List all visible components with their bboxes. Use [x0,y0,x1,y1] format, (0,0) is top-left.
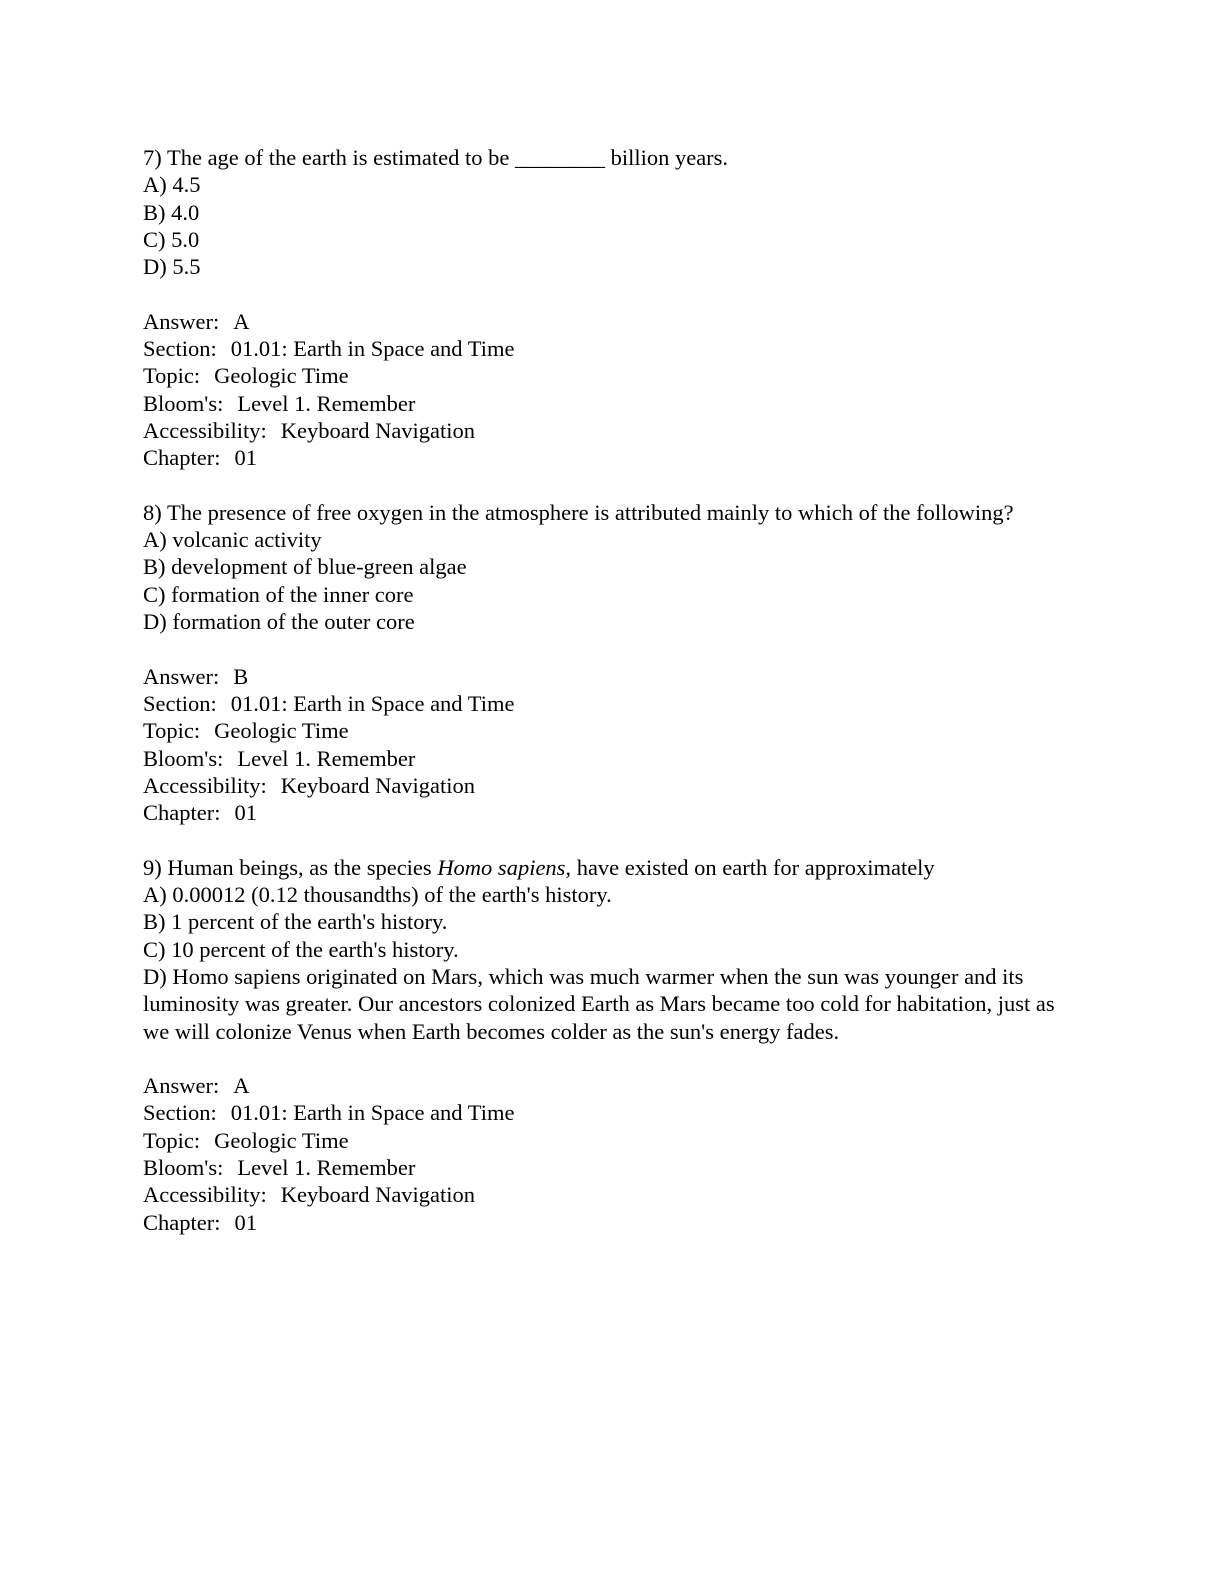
blooms-value: Level 1. Remember [237,390,416,416]
blooms-value: Level 1. Remember [237,745,416,771]
accessibility-label: Accessibility: [143,772,267,798]
blooms-label: Bloom's: [143,1154,224,1180]
section-row [143,690,1083,717]
accessibility-row [143,1181,1083,1208]
stem-text-after: have existed on earth for approximately [576,854,935,880]
accessibility-value: Keyboard Navigation [280,1182,476,1208]
section-value: 01.01: Earth in Space and Time [230,336,515,362]
question-8 [143,499,1083,827]
accessibility-value: Keyboard Navigation [280,772,476,798]
blooms-row [143,1154,1083,1181]
accessibility-value: Keyboard Navigation [280,417,476,443]
blooms-value: Level 1. Remember [237,1154,416,1180]
accessibility-row [143,772,1083,799]
answer-row [143,308,1083,335]
chapter-label: Chapter: [143,445,221,471]
section-value: 01.01: Earth in Space and Time [230,1100,515,1126]
chapter-row [143,799,1083,826]
answer-label: Answer: [143,1073,220,1099]
topic-label: Topic: [143,718,201,744]
option-c: C) 5.0 [143,226,200,252]
answer-row [143,663,1083,690]
stem-text-before: 9) Human beings, as the species [143,854,432,880]
section-label: Section: [143,690,217,716]
blooms-label: Bloom's: [143,745,224,771]
option-a: A) 0.00012 (0.12 thousandths) of the earth's history. [143,882,612,908]
question-page [143,144,1083,1236]
chapter-label: Chapter: [143,800,221,826]
blooms-label: Bloom's: [143,390,224,416]
topic-value: Geologic Time [214,1127,349,1153]
stem-species-name: Homo sapiens, [437,854,572,880]
section-row [143,1099,1083,1126]
topic-label: Topic: [143,1127,201,1153]
accessibility-label: Accessibility: [143,417,267,443]
section-value: 01.01: Earth in Space and Time [230,690,515,716]
chapter-value: 01 [234,1209,257,1235]
answer-row [143,1072,1083,1099]
topic-row [143,1127,1083,1154]
answer-value: B [233,663,249,689]
question-9 [143,854,1083,1236]
question-stem: 7) The age of the earth is estimated to be ________ billion years. [143,145,729,170]
option-d: D) 5.5 [143,254,201,280]
question-stem [143,854,1083,881]
option-b: B) development of blue-green algae [143,554,467,580]
blooms-row [143,390,1083,417]
chapter-label: Chapter: [143,1209,221,1235]
section-label: Section: [143,336,217,362]
chapter-value: 01 [234,800,257,826]
topic-value: Geologic Time [214,718,349,744]
option-c: C) 10 percent of the earth's history. [143,936,459,962]
option-d: D) formation of the outer core [143,609,415,635]
topic-row [143,717,1083,744]
blooms-row [143,745,1083,772]
section-row [143,335,1083,362]
question-stem: 8) The presence of free oxygen in the atmosphere is attributed mainly to which of the following? [143,499,1014,525]
topic-row [143,362,1083,389]
chapter-value: 01 [234,445,257,471]
accessibility-label: Accessibility: [143,1182,267,1208]
accessibility-row [143,417,1083,444]
answer-value: A [233,308,250,334]
topic-value: Geologic Time [214,363,349,389]
option-a: A) 4.5 [143,172,201,198]
option-b: B) 1 percent of the earth's history. [143,909,448,935]
option-d: D) Homo sapiens originated on Mars, which was much warmer when the sun was younger and its luminosity was greater. Our ancestors colonized Earth as Mars became too cold for habitation, just as we will colonize Venus when Earth becomes colder as the sun's energy fades. [143,963,1055,1044]
chapter-row [143,1209,1083,1236]
answer-value: A [233,1073,250,1099]
answer-label: Answer: [143,663,220,689]
chapter-row [143,444,1083,471]
option-b: B) 4.0 [143,199,200,225]
answer-label: Answer: [143,308,220,334]
question-7 [143,144,1083,472]
option-a: A) volcanic activity [143,527,322,553]
topic-label: Topic: [143,363,201,389]
section-label: Section: [143,1100,217,1126]
option-c: C) formation of the inner core [143,581,414,607]
